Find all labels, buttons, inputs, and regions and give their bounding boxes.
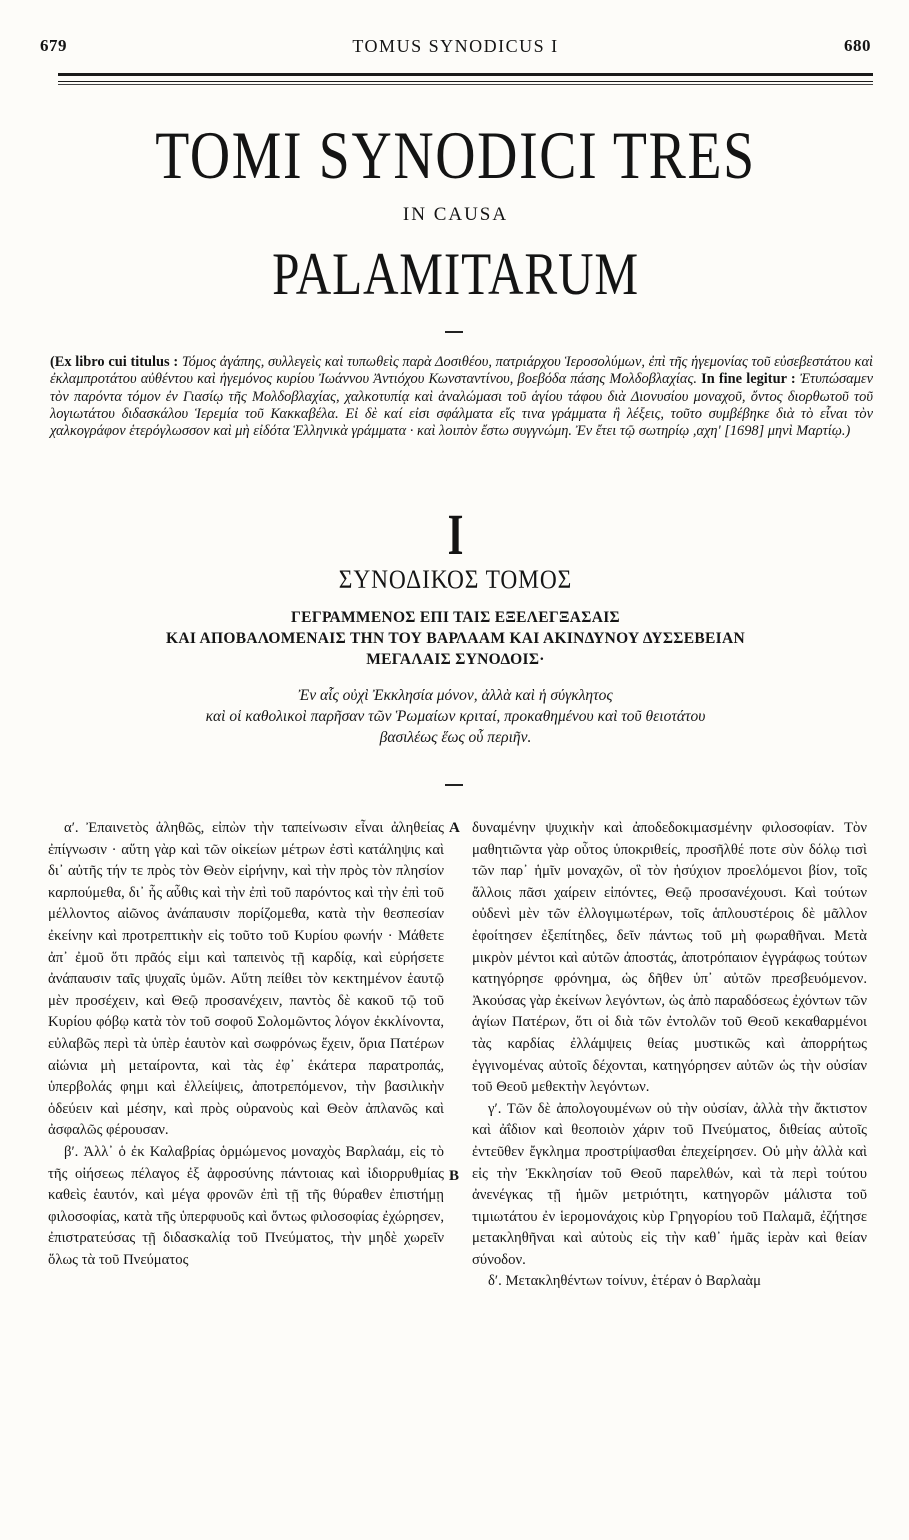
separator-dash	[445, 784, 463, 786]
section-title: ΣΥΝΟΔΙΚΟΣ ΤΟΜΟΣ	[338, 565, 573, 594]
paragraph-delta: δʹ. Μετακληθέντων τοίνυν, ἑτέραν ὁ Βαρλαὰμ	[488, 1273, 761, 1290]
subtitle-palamitarum: PALAMITARUM	[272, 241, 639, 307]
main-title: TOMI SYNODICI TRES	[155, 117, 756, 193]
page-number-right: 680	[843, 36, 871, 55]
section-subtitle-line: ΓΕΓΡΑΜΜΕΝΟΣ ΕΠΙ ΤΑΙΣ ΕΞΕΛΕΓΞΑΣΑΙΣ	[291, 609, 620, 626]
italic-note-line: βασιλέως ἕως οὗ περιῆν.	[379, 729, 532, 746]
intro-in-fine: In fine legitur :	[701, 371, 796, 388]
page-number-left: 679	[40, 36, 67, 55]
header-rule	[58, 73, 873, 82]
right-column	[472, 818, 867, 1293]
paragraph-beta: βʹ. Ἀλλ᾽ ὁ ἐκ Καλαβρίας ὁρμώμενος μοναχὸς Βαρλαάμ, εἰς τὸ τῆς οἰήσεως πέλαγος ἐξ ἀφροσύνης πάντοιας καὶ ἰδιορρυθμίας καθεὶς ἑαυτόν, καὶ μέγα φρονῶν ἐπὶ τῇ τῆς θύραθεν ἐπιστήμῃ φιλοσοφίας, κατὰ τῆς ὑπερφυοῦς καὶ ὄντως φιλοσοφίας ἐχώρησεν, ἐπιστρατεύσας τῇ διδασκαλίᾳ τοῦ Πνεύματος, τὴν μηδὲ χωρεῖν ὅλως τὰ τοῦ Πνεύματος	[48, 1143, 444, 1268]
section-subtitle-line: ΚΑΙ ΑΠΟΒΑΛΟΜΕΝΑΙΣ ΤΗΝ ΤΟΥ ΒΑΡΛΑΑΜ ΚΑΙ ΑΚΙΝΔΥΝΟΥ ΔΥΣΣΕΒΕΙΑΝ	[166, 630, 745, 647]
running-head	[40, 34, 871, 58]
intro-greek-colophon: Ἐτυπώσαμεν τὸν παρόντα τόμον ἐν Γιασίῳ τῆς Μολδοβλαχίας, χαλκοτυπίᾳ καὶ ἀναλώμασι τοῦ ἁγίου τάφου διὰ Διονυσίου μοναχοῦ, ὄντος διορθωτοῦ τοῦ λογιωτάτου διδασκάλου Ἱερεμία τοῦ Κακκαβέλα. Εἰ δὲ καί εἰσι σφάλματα εἴς τινα γράμματα ἢ λέξεις, τοῦτο συμβέβηκε διὰ τὸ εἶναι τὸν χαλκογράφον ἑτερόγλωσσον καὶ μὴ εἰδότα Ἑλληνικὰ γράμματα · καὶ λοιπὸν ἔστω συγγνώμη. Ἐν ἔτει τῷ σωτηρίῳ ,αχηʹ [1698] μηνὶ Μαρτίῳ.)	[50, 371, 873, 440]
intro-prefix: (Ex libro cui titulus :	[50, 354, 179, 370]
italic-note-line: καὶ οἱ καθολικοὶ παρῆσαν τῶν Ῥωμαίων κριταί, προκαθημένου καὶ τοῦ θειοτάτου	[205, 708, 706, 725]
margin-mark-a: A	[449, 820, 460, 836]
section-italic-note	[40, 685, 871, 748]
intro-note	[50, 354, 873, 440]
left-column	[48, 818, 444, 1271]
section-subtitle-line: ΜΕΓΑΛΑΙΣ ΣΥΝΟΔΟΙΣ·	[366, 651, 545, 668]
subtitle-in-causa: IN CAUSA	[402, 204, 509, 225]
italic-note-line: Ἐν αἷς οὐχὶ Ἐκκλησία μόνον, ἀλλὰ καὶ ἡ σύγκλητος	[298, 687, 613, 704]
section-numeral: I	[447, 502, 464, 567]
paragraph-gamma: γʹ. Τῶν δὲ ἀπολογουμένων οὐ τὴν οὐσίαν, ἀλλὰ τὴν ἄκτιστον καὶ ἀΐδιον καὶ θεοποιὸν χάριν τοῦ Πνεύματος, διθείας αὐτοῖς ἐντεῦθεν ἔγκλημα προστρίψασθαι ἐπεχείρησεν. Οὐ μὴν ἀλλὰ καὶ εἰς τὴν Ἐκκλησίαν τοῦ Θεοῦ παρελθών, καὶ τὰ περὶ τούτου ἀνενέγκας τῇ ἡμῶν μετριότητι, κατηγορῶν μάλιστα τοῦ τιμιωτάτου ἐν ἱερομονάχοις κὺρ Γρηγορίου τοῦ Παλαμᾶ, ἐζήτησε μετακληθῆναι καὶ αὐτοὺς εἰς τὴν καθ᾽ ἡμᾶς ἱερὰν καὶ θείαν σύνοδον.	[472, 1100, 867, 1268]
separator-dash	[445, 331, 463, 333]
margin-mark-b: B	[449, 1168, 460, 1184]
running-title: TOMUS SYNODICUS I	[352, 35, 559, 56]
intro-greek-title: Τόμος ἀγάπης, συλλεγεὶς καὶ τυπωθεὶς παρὰ Δοσιθέου, πατριάρχου Ἱεροσολύμων, ἐπὶ τῆς ἡγεμονίας τοῦ εὐσεβεστάτου καὶ ἐκλαμπροτάτου αὐθέντου καὶ ἡγεμόνος κυρίου Ἰωάννου Ἀντιόχου Κωνσταντίνου, βοεβόδα πάσης Μολδοβλαχίας.	[50, 354, 873, 388]
section-subtitle	[40, 607, 871, 670]
header-rule-thin	[58, 84, 873, 85]
paragraph-alpha: αʹ. Ἐπαινετὸς ἀληθῶς, εἰπὼν τὴν ταπείνωσιν εἶναι ἀληθείας ἐπίγνωσιν · αὕτη γὰρ καὶ τῶν οἰκείων μέτρων ἐστὶ κατάληψις καὶ δι᾽ αὐτῆς τήν τε πρὸς τὸν Θεὸν εἰρήνην, καὶ τὴν πρὸς τὸν πλησίον καρπούμεθα, δι᾽ ἧς αὖθις καὶ τὴν ἐπὶ τοῦ παρόντος καὶ τὴν ἐπὶ τοῦ μέλλοντος αἰῶνος ἀνάπαυσιν πορίζομεθα, κατὰ τὴν θεσπεσίαν ἐκείνην καὶ προτρεπτικὴν εἰς τοῦτο τοῦ Κυρίου φωνήν · Μάθετε ἀπ᾽ ἐμοῦ ὅτι πρᾶός εἰμι καὶ ταπεινὸς τῇ καρδίᾳ, καὶ εὑρήσετε ἀνάπαυσιν ταῖς ψυχαῖς ὑμῶν. Αὕτη πείθει τὸν κεκτημένον ἑαυτῷ μὲν προσέχειν, καὶ Θεῷ προσανέχειν, παντὸς δὲ κακοῦ τῷ τοῦ Κυρίου φόβῳ κατὰ τὸν τοῦ σοφοῦ Σολομῶντος λόγον ἐκκλίνοντα, εὐλαβῶς περὶ τὰ ὑπὲρ ἑαυτὸν καὶ σωφρόνως ἔχειν, ὅρια Πατέρων αἰώνια μὴ μεταίροντα, καὶ τὰς ἐφ᾽ ἑκάτερα παρατροπάς, ὑπερβολάς φημι καὶ ἐλλείψεις, ἀποτρεπόμενον, τὴν βασιλικὴν ὁδεύειν καὶ μέσην, καὶ πρὸς οὐρανοὺς καὶ Θεὸν ἀπλανῶς καὶ ἀσφαλῶς φέρουσαν.	[48, 820, 444, 1139]
paragraph-continued: δυναμένην ψυχικὴν καὶ ἀποδεδοκιμασμένην φιλοσοφίαν. Τὸν μαθητιῶντα γὰρ οὗτος ὑποκριθείς, προσῆλθέ ποτε σὺν δόλῳ τισὶ τῶν παρ᾽ ἡμῖν μοναχῶν, οἳ τὸν ἡσύχιον προελόμενοι βίον, τοῖς ἄλλοις πᾶσι χαίρειν εἰπόντες, Θεῷ προσανέχουσι. Καὶ τούτων οὐδενὶ μὲν τῶν ἐλλογιμωτέρων, τοῖς ἁπλουστέροις δὲ μᾶλλον ἐφοίτησεν ἐξεπίτηδες, δεῖν πάντως τοῦ μὴ φωραθῆναι. Μετὰ μικρὸν μέντοι καὶ αὐτῶν ἀποστάς, ἀποτρόπαιον ἐγγράφως τούτων κατηγόρησε φρόνημα, ὡς δῆθεν ὑπ᾽ αὐτῶν πρεσβευόμενον. Ἀκούσας γὰρ ἐκείνων λεγόντων, ὡς ἀπὸ παραδόσεως ἐχόντων τῶν ἁγίων Πατέρων, ὅτι οἱ διὰ τῶν ἐντολῶν τοῦ Θεοῦ κεκαθαρμένοι τὰς καρδίας ἐλλάμψεις θείας μυστικῶς καὶ ἀπορρήτως ἐγγινομένας αὐτοῖς δέχονται, κατηγόρησεν αὐτῶν ὡς τὴν οὐσίαν τοῦ Θεοῦ μεθεκτὴν λεγόντων.	[472, 820, 867, 1096]
